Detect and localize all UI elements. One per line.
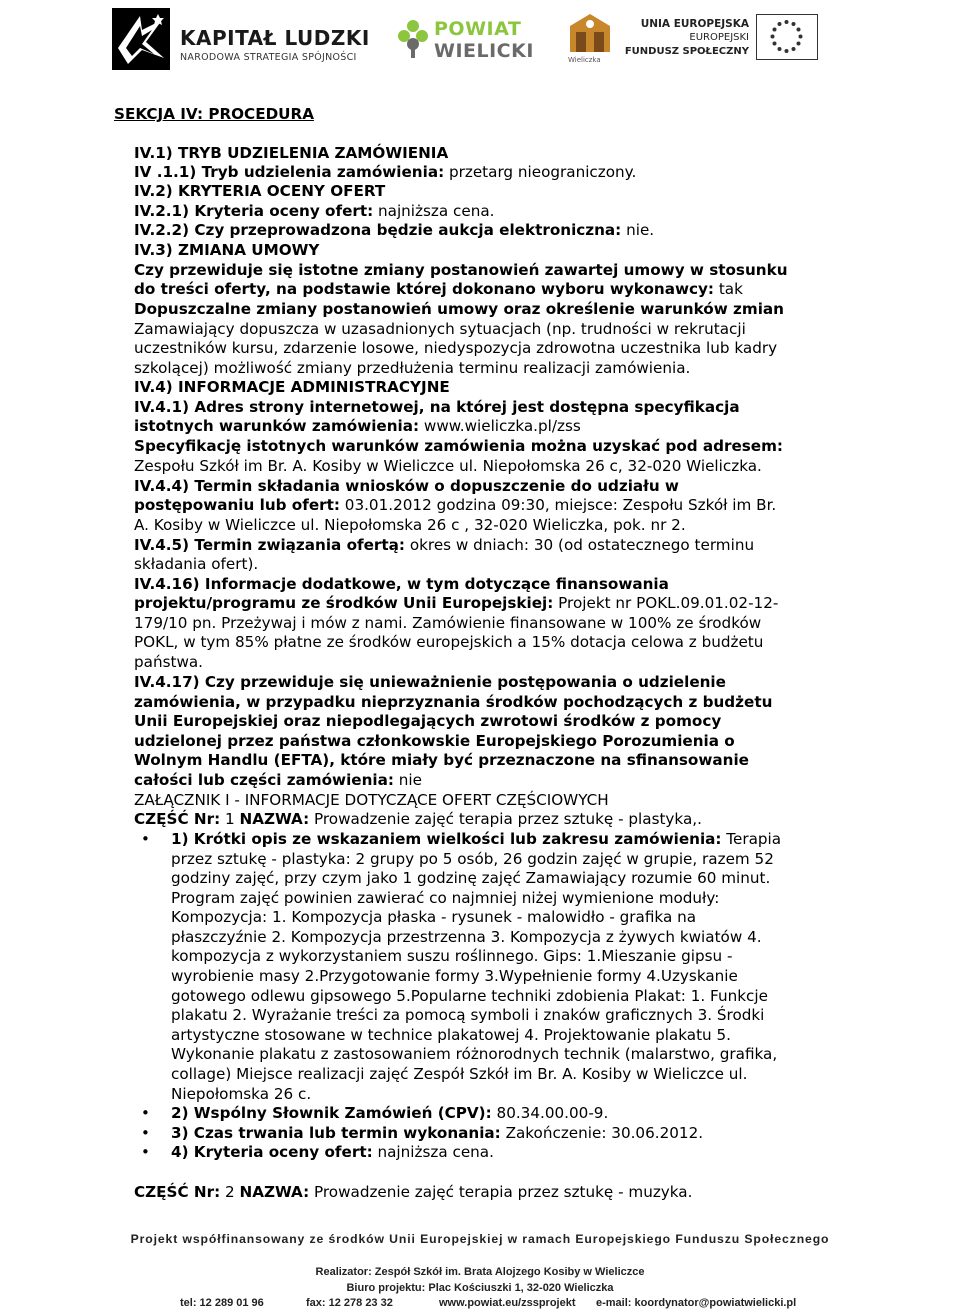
- ue-title: UNIA EUROPEJSKA: [640, 18, 749, 30]
- footer-fax: fax: 12 278 23 32: [306, 1297, 393, 1309]
- footer-office: Biuro projektu: Plac Kościuszki 1, 32-020 Wieliczka: [346, 1282, 614, 1294]
- paragraph-line: Unii Europejskiej oraz niepodlegających zwrotowi środków z pomocy: [134, 712, 722, 730]
- paragraph-line: IV.4.1) Adres strony internetowej, na której jest dostępna specyfikacja: [134, 398, 740, 416]
- paragraph-line: zamówienia, w przypadku nieprzyznania środków pochodzących z budżetu: [134, 693, 773, 711]
- part-1-heading: CZĘŚĆ Nr: 1 NAZWA: Prowadzenie zajęć terapia przez sztukę - plastyka,.: [134, 810, 702, 828]
- footer-email-link[interactable]: e-mail: koordynator@powiatwielicki.pl: [596, 1297, 797, 1309]
- paragraph-line: A. Kosiby w Wieliczce ul. Niepołomska 26 c , 32-020 Wieliczka, pok. nr 2.: [134, 516, 686, 534]
- page-header: [0, 0, 960, 85]
- part-2-heading: CZĘŚĆ Nr: 2 NAZWA: Prowadzenie zajęć terapia przez sztukę - muzyka.: [134, 1183, 693, 1201]
- list-item-line: artystyczne stosowane w technice plakatowej 4. Projektowanie plakatu 5.: [171, 1026, 731, 1044]
- paragraph-line: IV.4.4) Termin składania wniosków o dopuszczenie do udziału w: [134, 477, 679, 495]
- list-item: 4) Kryteria oceny ofert: najniższa cena.: [171, 1143, 494, 1161]
- ue-fund-name: FUNDUSZ SPOŁECZNY: [624, 46, 749, 57]
- paragraph-line: państwa.: [134, 653, 203, 671]
- paragraph-line: IV .1.1) Tryb udzielenia zamówienia: przetarg nieograniczony.: [134, 163, 637, 181]
- paragraph-line: Czy przewiduje się istotne zmiany postanowień zawartej umowy w stosunku: [134, 261, 788, 279]
- eu-flag-icon: [756, 14, 818, 60]
- paragraph-line: Zamawiający dopuszcza w uzasadnionych sytuacjach (np. trudności w rekrutacji: [134, 320, 746, 338]
- list-item: 1) Krótki opis ze wskazaniem wielkości lub zakresu zamówienia: Terapia: [171, 830, 782, 848]
- paragraph-line: IV.4.17) Czy przewiduje się unieważnienie postępowania o udzielenie: [134, 673, 726, 691]
- list-item-line: plakatu 2. Wyrażanie treści za pomocą symboli i znaków graficznych 3. Środki: [171, 1006, 765, 1024]
- list-item-line: collage) Miejsce realizacji zajęć Zespół Szkół im Br. A. Kosiby w Wieliczce ul.: [171, 1065, 748, 1083]
- list-item-line: wyrobienie masy 2.Przygotowanie formy 3.Wypełnienie formy 4.Uzyskanie: [171, 967, 738, 985]
- paragraph-line: IV.4.5) Termin związania ofertą: okres w dniach: 30 (od ostatecznego terminu: [134, 536, 755, 554]
- paragraph-line: IV.2.2) Czy przeprowadzona będzie aukcja elektroniczna: nie.: [134, 221, 655, 239]
- footer-realizator: Realizator: Zespół Szkół im. Brata Alojzego Kosiby w Wieliczce: [315, 1266, 645, 1278]
- paragraph-line: Zespołu Szkół im Br. A. Kosiby w Wieliczce ul. Niepołomska 26 c, 32-020 Wieliczka.: [134, 457, 762, 475]
- list-item-line: kompozycja z wykorzystaniem suszu roślinnego. Gips: 1.Mieszanie gipsu -: [171, 947, 733, 965]
- paragraph-line: IV.4.16) Informacje dodatkowe, w tym dotyczące finansowania: [134, 575, 669, 593]
- paragraph-line: postępowaniu lub ofert: 03.01.2012 godzina 09:30, miejsce: Zespołu Szkół im Br.: [134, 496, 777, 514]
- list-item: 2) Wspólny Słownik Zamówień (CPV): 80.34.00.00-9.: [171, 1104, 609, 1122]
- list-item-line: Niepołomska 26 c.: [171, 1085, 312, 1103]
- heading-iv3: IV.3) ZMIANA UMOWY: [134, 241, 320, 259]
- paragraph-line: istotnych warunków zamówienia: www.wieliczka.pl/zss: [134, 417, 581, 435]
- bullet-icon: •: [141, 1124, 150, 1142]
- section-title: SEKCJA IV: PROCEDURA: [114, 105, 314, 123]
- powiat-subtitle: WIELICKI: [434, 40, 534, 62]
- paragraph-line: do treści oferty, na podstawie której dokonano wyboru wykonawcy: tak: [134, 280, 743, 298]
- heading-iv4: IV.4) INFORMACJE ADMINISTRACYJNE: [134, 378, 450, 396]
- paragraph-line: projektu/programu ze środków Unii Europejskiej: Projekt nr POKL.09.01.02-12-: [134, 594, 779, 612]
- kapital-ludzki-subtitle: NARODOWA STRATEGIA SPÓJNOŚCI: [180, 52, 357, 63]
- paragraph-line: Wolnym Handlu (EFTA), które miały być przeznaczone na sfinansowanie: [134, 751, 749, 769]
- footer-website-link[interactable]: www.powiat.eu/zssprojekt: [439, 1297, 576, 1309]
- heading-iv2: IV.2) KRYTERIA OCENY OFERT: [134, 182, 386, 200]
- list-item-line: Wykonanie plakatu z zastosowaniem różnorodnych technik (malarstwo, grafika,: [171, 1045, 778, 1063]
- list-item-line: Program zajęć powinien zawierać co najmniej niżej wymienione moduły:: [171, 889, 720, 907]
- paragraph-line: składania ofert).: [134, 555, 259, 573]
- footer-cofinancing: Projekt współfinansowany ze środków Unii Europejskiej w ramach Europejskiego Funduszu Społecznego: [130, 1232, 830, 1246]
- bullet-icon: •: [141, 830, 150, 848]
- paragraph-line: IV.2.1) Kryteria oceny ofert: najniższa cena.: [134, 202, 495, 220]
- paragraph-line: POKL, w tym 85% płatne ze środków europejskich a 15% dotacja celowa z budżetu: [134, 633, 764, 651]
- heading-iv1: IV.1) TRYB UDZIELENIA ZAMÓWIENIA: [134, 144, 449, 162]
- annex-title: ZAŁĄCZNIK I - INFORMACJE DOTYCZĄCE OFERT CZĘŚCIOWYCH: [134, 791, 609, 809]
- list-item-line: przez sztukę - plastyka: 2 grupy po 5 osób, 26 godzin zajęć w grupie, razem 52: [171, 850, 774, 868]
- list-item-line: gotowego odlewu gipsowego 5.Popularne techniki zdobienia Plakat: 1. Funkcje: [171, 987, 768, 1005]
- list-item-line: Kompozycja: 1. Kompozycja płaska - rysunek - malowidło - grafika na: [171, 908, 697, 926]
- bullet-icon: •: [141, 1143, 150, 1161]
- footer-tel: tel: 12 289 01 96: [180, 1297, 264, 1309]
- school-label: Wieliczka: [568, 56, 601, 64]
- powiat-title: POWIAT: [434, 18, 522, 40]
- paragraph-line: Specyfikację istotnych warunków zamówienia można uzyskać pod adresem:: [134, 437, 783, 455]
- paragraph-line: szkolącej) możliwość zmiany przedłużenia terminu realizacji zamówienia.: [134, 359, 691, 377]
- paragraph-line: uczestników kursu, zdarzenie losowe, niedyspozycja zdrowotna uczestnika lub kadry: [134, 339, 778, 357]
- paragraph-line: udzielonej przez państwa członkowskie Europejskiego Porozumienia o: [134, 732, 735, 750]
- paragraph-line: całości lub części zamówienia: nie: [134, 771, 422, 789]
- paragraph-line: 179/10 pn. Przeżywaj i mów z nami. Zamówienie finansowane w 100% ze środków: [134, 614, 762, 632]
- paragraph-line: Dopuszczalne zmiany postanowień umowy oraz określenie warunków zmian: [134, 300, 784, 318]
- list-item-line: płaszczyźnie 2. Kompozycja przestrzenna 3. Kompozycja z żywych kwiatów 4.: [171, 928, 762, 946]
- footer-contacts: [0, 1297, 960, 1313]
- kapital-ludzki-title: KAPITAŁ LUDZKI: [180, 26, 370, 50]
- bullet-icon: •: [141, 1104, 150, 1122]
- ue-subtitle: EUROPEJSKI: [689, 32, 749, 43]
- list-item: 3) Czas trwania lub termin wykonania: Zakończenie: 30.06.2012.: [171, 1124, 704, 1142]
- list-item-line: godziny zajęć, przy czym jako 1 godzinę zajęć Zamawiający rozumie 60 minut.: [171, 869, 771, 887]
